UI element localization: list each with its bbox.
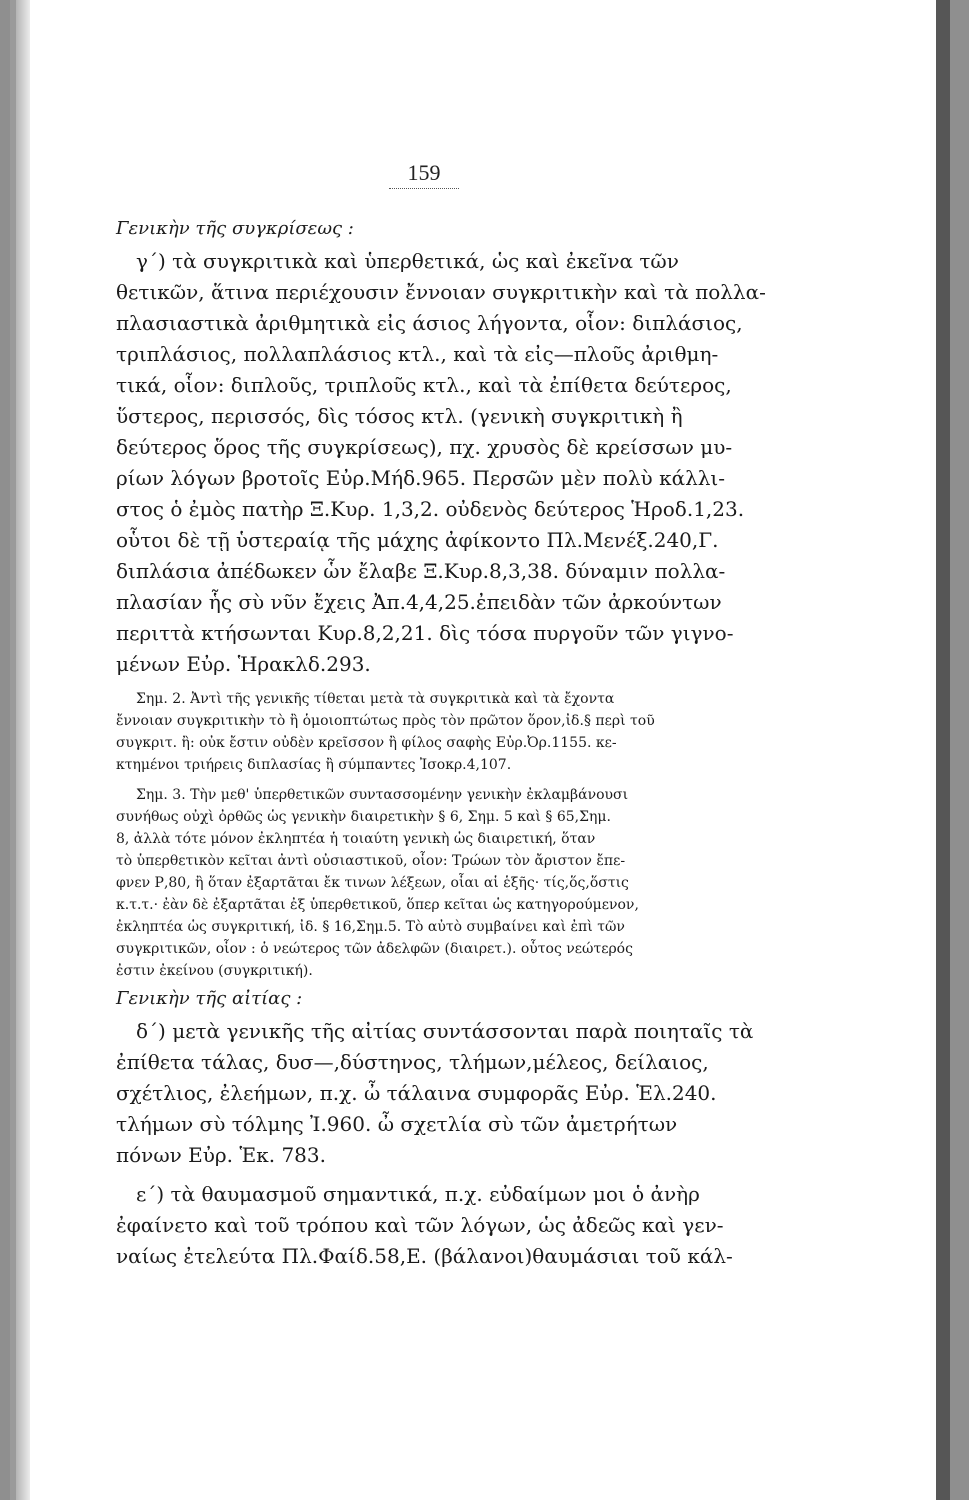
heading-genitive-comparison: Γενικὴν τῆς συγκρίσεως : [116, 218, 354, 239]
note-line: συγκριτικῶν, οἷον : ὁ νεώτερος τῶν ἀδελφῶν (διαιρετ.). οὗτος νεώτερός [116, 941, 633, 957]
text-line: γ΄) τὰ συγκριτικὰ καὶ ὑπερθετικά, ὡς καὶ ἐκεῖνα τῶν [136, 249, 679, 273]
page-fold-shadow [16, 0, 30, 1500]
note-line: Σημ. 2. Ἀντὶ τῆς γενικῆς τίθεται μετὰ τὰ συγκριτικὰ καὶ τὰ ἔχοντα [136, 691, 615, 707]
text-line: τριπλάσιος, πολλαπλάσιος κτλ., καὶ τὰ εἰς—πλοῦς ἀριθμη- [116, 342, 719, 366]
note-line: Σημ. 3. Τὴν μεθ' ὑπερθετικῶν συντασσομένην γενικὴν ἐκλαμβάνουσι [136, 787, 629, 803]
text-line: οὗτοι δὲ τῇ ὑστεραίᾳ τῆς μάχης ἀφίκοντο Πλ.Μενέξ.240,Γ. [116, 528, 719, 552]
note-line: συνήθως οὐχὶ ὀρθῶς ὡς γενικὴν διαιρετικὴν § 6, Σημ. 5 καὶ § 65,Σημ. [116, 809, 611, 825]
text-line: τικά, οἷον: διπλοῦς, τριπλοῦς κτλ., καὶ τὰ ἐπίθετα δεύτερος, [116, 373, 732, 397]
text-line: πλασίαν ἧς σὺ νῦν ἔχεις Ἀπ.4,4,25.ἐπειδὰν τῶν ἀρκούντων [116, 590, 722, 614]
book-page [10, 0, 950, 1500]
text-line: δεύτερος ὅρος τῆς συγκρίσεως), πχ. χρυσὸς δὲ κρείσσων μυ- [116, 435, 733, 459]
text-line: διπλάσια ἀπέδωκεν ὧν ἔλαβε Ξ.Κυρ.8,3,38. δύναμιν πολλα- [116, 559, 726, 583]
text-line: τλήμων σὺ τόλμης Ἰ.960. ὦ σχετλία σὺ τῶν ἀμετρήτων [116, 1112, 678, 1136]
text-line: πλασιαστικὰ ἀριθμητικὰ εἰς άσιος λήγοντα, οἷον: διπλάσιος, [116, 311, 743, 335]
note-2 [116, 688, 756, 776]
text-line: ἐπίθετα τάλας, δυσ—,δύστηνος, τλήμων,μέλεος, δείλαιος, [116, 1050, 709, 1074]
note-line: φνεν Ρ,80, ἢ ὅταν ἐξαρτᾶται ἔκ τινων λέξεων, οἷαι αἱ ἑξῆς· τίς,ὅς,ὅστις [116, 875, 629, 891]
text-line: σχέτλιος, ἐλεήμων, π.χ. ὦ τάλαινα συμφορᾶς Εὐρ. Ἑλ.240. [116, 1081, 717, 1105]
note-line: κτημένοι τριήρεις διπλασίας ἢ σύμπαντες Ἰσοκρ.4,107. [116, 757, 512, 773]
text-line: ἐφαίνετο καὶ τοῦ τρόπου καὶ τῶν λόγων, ὡς ἀδεῶς καὶ γεν- [116, 1213, 724, 1237]
note-line: συγκριτ. ἢ: οὐκ ἔστιν οὐδὲν κρεῖσσον ἢ φίλος σαφὴς Εὐρ.Ὀρ.1155. κε- [116, 735, 617, 751]
note-3 [116, 784, 756, 982]
text-line: στος ὁ ἐμὸς πατὴρ Ξ.Κυρ. 1,3,2. οὐδενὸς δεύτερος Ἡροδ.1,23. [116, 497, 745, 521]
note-line: 8, ἀλλὰ τότε μόνον ἐκληπτέα ἡ τοιαύτη γενικὴ ὡς διαιρετική, ὅταν [116, 831, 596, 847]
page-body [116, 212, 766, 1272]
section-d [116, 1016, 756, 1171]
heading-genitive-cause: Γενικὴν τῆς αἰτίας : [116, 988, 303, 1009]
note-line: ἐκληπτέα ὡς συγκριτική, ἰδ. § 16,Σημ.5. Τὸ αὐτὸ συμβαίνει καὶ ἐπὶ τῶν [116, 919, 625, 935]
note-line: ἔννοιαν συγκριτικὴν τὸ ἢ ὁμοιοπτώτως πρὸς τὸν πρῶτον ὅρον,ἰδ.§ περὶ τοῦ [116, 713, 655, 729]
page-number: 159 [389, 160, 459, 189]
note-line: ἐστιν ἐκείνου (συγκριτική). [116, 963, 313, 979]
text-line: ρίων λόγων βροτοῖς Εὐρ.Μήδ.965. Περσῶν μὲν πολὺ κάλλι- [116, 466, 726, 490]
text-line: περιττὰ κτήσωνται Κυρ.8,2,21. δὶς τόσα πυργοῦν τῶν γιγνο- [116, 621, 734, 645]
text-line: μένων Εὐρ. Ἡρακλδ.293. [116, 652, 371, 676]
note-line: κ.τ.τ.· ἐὰν δὲ ἐξαρτᾶται ἐξ ὑπερθετικοῦ, ὅπερ κεῖται ὡς κατηγορούμενον, [116, 897, 639, 913]
text-line: θετικῶν, ἅτινα περιέχουσιν ἔννοιαν συγκριτικὴν καὶ τὰ πολλα- [116, 280, 766, 304]
section-e [116, 1179, 756, 1272]
text-line: ναίως ἐτελεύτα Πλ.Φαίδ.58,Ε. (βάλανοι)θαυμάσιαι τοῦ κάλ- [116, 1244, 733, 1268]
section-g [116, 246, 766, 680]
text-line: ε΄) τὰ θαυμασμοῦ σημαντικά, π.χ. εὐδαίμων μοι ὁ ἀνὴρ [136, 1182, 700, 1206]
text-line: ὕστερος, περισσός, δὶς τόσος κτλ. (γενικὴ συγκριτικὴ ἢ [116, 404, 683, 428]
text-line: πόνων Εὐρ. Ἑκ. 783. [116, 1143, 326, 1167]
text-line: δ΄) μετὰ γενικῆς τῆς αἰτίας συντάσσονται παρὰ ποιηταῖς τὰ [136, 1019, 754, 1043]
note-line: τὸ ὑπερθετικὸν κεῖται ἀντὶ οὐσιαστικοῦ, οἷον: Τρώων τὸν ἄριστον ἔπε- [116, 853, 626, 869]
